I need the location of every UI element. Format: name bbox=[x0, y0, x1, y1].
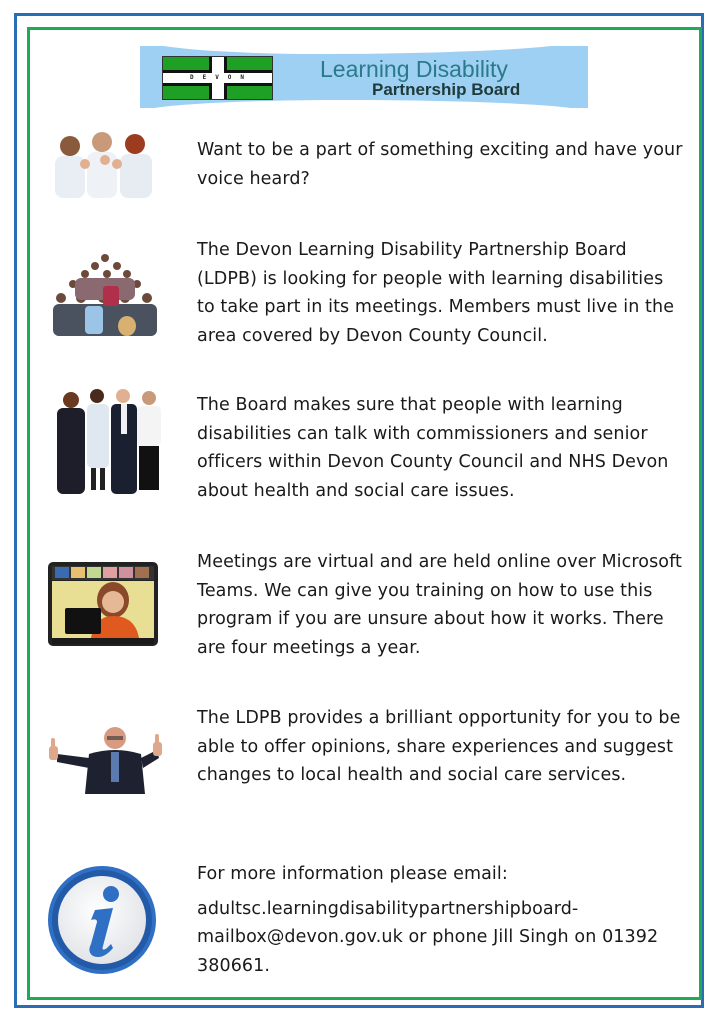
opportunity-paragraph: The LDPB provides a brilliant opportunity for you to be able to offer opinions, share experiences and suggest changes to local health and social care services. bbox=[197, 708, 681, 785]
banner-subtitle: Partnership Board bbox=[372, 80, 521, 99]
intro-text bbox=[197, 136, 685, 193]
professionals-group-image bbox=[45, 386, 165, 498]
info-icon bbox=[45, 864, 159, 976]
banner-title: Learning Disability bbox=[320, 56, 508, 82]
about-ldpb-text bbox=[197, 236, 685, 350]
devon-flag-logo bbox=[162, 56, 273, 100]
meetings-text bbox=[197, 548, 685, 662]
contact-heading: For more information please email: bbox=[197, 864, 508, 884]
intro-paragraph: Want to be a part of something exciting and have your voice heard? bbox=[197, 140, 683, 189]
board-role-text bbox=[197, 391, 685, 505]
video-call-tablet-image bbox=[45, 560, 161, 648]
man-thumbs-up-image bbox=[45, 722, 165, 798]
about-ldpb-paragraph: The Devon Learning Disability Partnership Board (LDPB) is looking for people with learning disabilities to take part in its meetings. Members must live in the area covered by Devon County Council. bbox=[197, 240, 675, 346]
flag-text: DEVON bbox=[189, 74, 254, 81]
board-role-paragraph: The Board makes sure that people with learning disabilities can talk with commissioners and senior officers within Devon County Council and NHS Devon about health and social care issues. bbox=[197, 395, 669, 501]
opportunity-text bbox=[197, 704, 685, 790]
contact-email-phone[interactable]: adultsc.learningdisabilitypartnershipboard-mailbox@devon.gov.uk or phone Jill Singh on 01392 380661. bbox=[197, 898, 659, 976]
people-thumbs-up-image bbox=[45, 128, 163, 200]
crowd-of-people-image bbox=[45, 250, 165, 338]
meetings-paragraph: Meetings are virtual and are held online over Microsoft Teams. We can give you training on how to use this program if you are unsure about how it works. There are four meetings a year. bbox=[197, 552, 683, 658]
contact-text bbox=[197, 860, 685, 980]
